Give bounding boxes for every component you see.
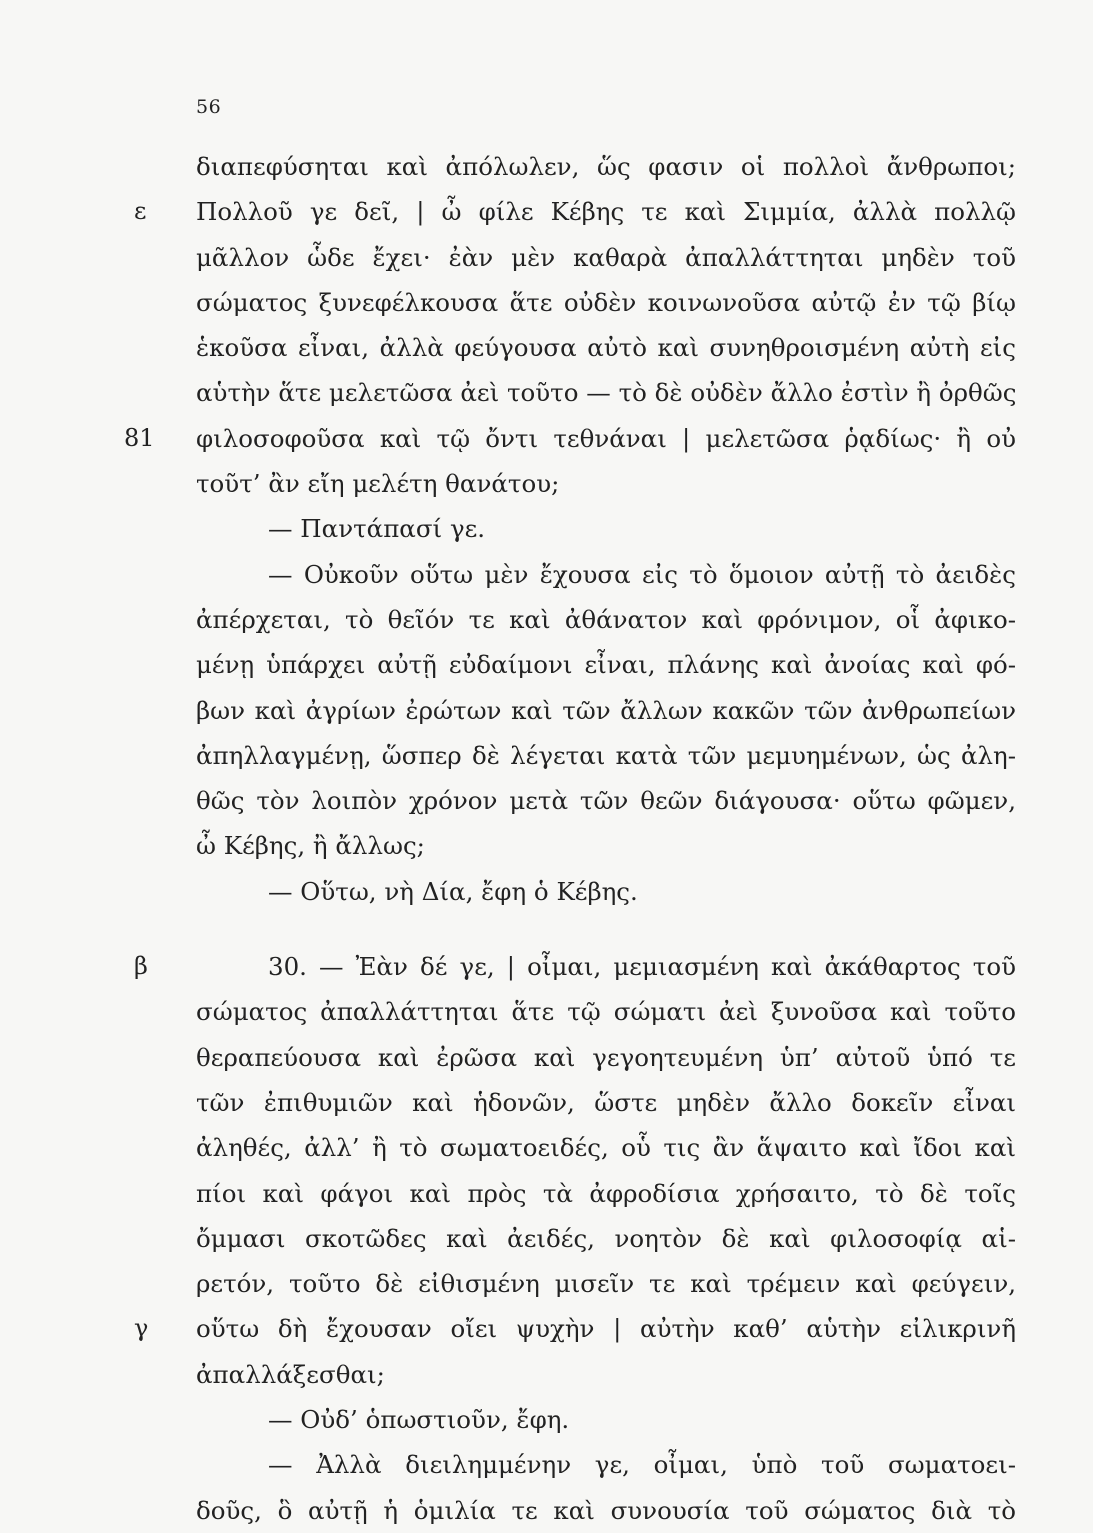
line-text: ρετόν, τοῦτο δὲ εἰθισμένη μισεῖν τε καὶ τρέμειν καὶ φεύγειν,	[196, 1269, 1016, 1299]
line-text: — Οὐδ’ ὁπωστιοῦν, ἔφη.	[268, 1405, 570, 1435]
line-text: θῶς τὸν λοιπὸν χρόνον μετὰ τῶν θεῶν διάγουσα· οὕτω φῶμεν,	[196, 786, 1016, 816]
text-line	[196, 642, 1016, 687]
text-line	[196, 280, 1016, 325]
text-line	[196, 235, 1016, 280]
margin-marker: β	[134, 952, 148, 981]
line-text: Πολλοῦ γε δεῖ, | ὦ φίλε Κέβης τε καὶ Σιμμία, ἀλλὰ πολλῷ	[196, 197, 1016, 227]
line-text: μᾶλλον ὧδε ἔχει· ἐὰν μὲν καθαρὰ ἀπαλλάττηται μηδὲν τοῦ	[196, 242, 1016, 272]
text-line	[196, 1080, 1016, 1125]
line-text: τοῦτ’ ἂν εἴη μελέτη θανάτου;	[196, 469, 560, 499]
text-line	[196, 1261, 1016, 1306]
text-line	[196, 778, 1016, 823]
line-text: βων καὶ ἀγρίων ἐρώτων καὶ τῶν ἄλλων κακῶν τῶν ἀνθρωπείων	[196, 695, 1016, 725]
line-text: — Οὕτω, νὴ Δία, ἔφη ὁ Κέβης.	[268, 876, 638, 906]
line-text: ἀληθές, ἀλλ’ ἢ τὸ σωματοειδές, οὗ τις ἂν ἅψαιτο καὶ ἴδοι καὶ	[196, 1133, 1016, 1163]
line-text: ὄμμασι σκοτῶδες καὶ ἀειδές, νοητὸν δὲ καὶ φιλοσοφίᾳ αἱ-	[196, 1223, 1016, 1253]
line-text: 30. — Ἐὰν δέ γε, | οἶμαι, μεμιασμένη καὶ ἀκάθαρτος τοῦ	[268, 952, 1016, 982]
text-line	[196, 1397, 1016, 1442]
text-line	[196, 1442, 1016, 1487]
margin-marker: γ	[134, 1314, 149, 1343]
greek-text-block	[124, 144, 1017, 1533]
text-line	[196, 989, 1016, 1034]
line-text: μένῃ ὑπάρχει αὐτῇ εὐδαίμονι εἶναι, πλάνης καὶ ἀνοίας καὶ φό-	[196, 650, 1016, 680]
line-text: ἀπηλλαγμένῃ, ὥσπερ δὲ λέγεται κατὰ τῶν μεμυημένων, ὡς ἀλη-	[196, 740, 1016, 770]
margin-marker: ε	[134, 197, 147, 226]
line-text: — Παντάπασί γε.	[268, 514, 486, 544]
margin-marker: 81	[124, 423, 155, 452]
line-text: οὕτω δὴ ἔχουσαν οἴει ψυχὴν | αὐτὴν καθ’ αὑτὴν εἰλικρινῆ	[196, 1314, 1016, 1344]
text-line	[196, 597, 1016, 642]
text-line	[196, 1352, 1016, 1397]
text-line	[196, 869, 1016, 914]
text-line	[196, 1216, 1016, 1261]
line-text: ἑκοῦσα εἶναι, ἀλλὰ φεύγουσα αὐτὸ καὶ συνηθροισμένη αὐτὴ εἰς	[196, 333, 1016, 363]
line-text: θεραπεύουσα καὶ ἐρῶσα καὶ γεγοητευμένη ὑπ’ αὐτοῦ ὑπό τε	[196, 1042, 1016, 1072]
line-text: — Ἀλλὰ διειλημμένην γε, οἶμαι, ὑπὸ τοῦ σωματοει-	[268, 1450, 1016, 1480]
text-line	[134, 1306, 1016, 1351]
text-line	[134, 944, 1016, 989]
line-text: πίοι καὶ φάγοι καὶ πρὸς τὰ ἀφροδίσια χρήσαιτο, τὸ δὲ τοῖς	[196, 1178, 1016, 1208]
text-line	[196, 1035, 1016, 1080]
line-text: ὦ Κέβης, ἢ ἄλλως;	[196, 831, 425, 861]
line-text: ἀπέρχεται, τὸ θεῖόν τε καὶ ἀθάνατον καὶ φρόνιμον, οἷ ἀφικο-	[196, 604, 1016, 634]
text-line	[196, 552, 1016, 597]
text-line	[134, 189, 1016, 234]
line-text: σώματος ἀπαλλάττηται ἅτε τῷ σώματι ἀεὶ ξυνοῦσα καὶ τοῦτο	[196, 997, 1016, 1027]
page-number: 56	[196, 96, 222, 118]
text-line	[196, 506, 1016, 551]
line-text: δοῦς, ὃ αὐτῇ ἡ ὁμιλία τε καὶ συνουσία τοῦ σώματος διὰ τὸ	[196, 1495, 1016, 1525]
line-text: σώματος ξυνεφέλκουσα ἅτε οὐδὲν κοινωνοῦσα αὐτῷ ἐν τῷ βίῳ	[196, 287, 1016, 317]
line-text: — Οὐκοῦν οὕτω μὲν ἔχουσα εἰς τὸ ὅμοιον αὐτῇ τὸ ἀειδὲς	[268, 559, 1016, 589]
line-text: ἀπαλλάξεσθαι;	[196, 1359, 385, 1389]
text-line	[196, 1488, 1016, 1533]
text-line	[196, 688, 1016, 733]
text-line	[196, 733, 1016, 778]
text-line	[124, 416, 1016, 461]
text-line	[196, 1171, 1016, 1216]
line-text: φιλοσοφοῦσα καὶ τῷ ὄντι τεθνάναι | μελετῶσα ῥᾳδίως· ἢ οὐ	[196, 423, 1016, 453]
line-text: τῶν ἐπιθυμιῶν καὶ ἡδονῶν, ὥστε μηδὲν ἄλλο δοκεῖν εἶναι	[196, 1087, 1016, 1117]
text-line	[196, 144, 1016, 189]
text-line	[196, 370, 1016, 415]
line-text: αὑτὴν ἅτε μελετῶσα ἀεὶ τοῦτο — τὸ δὲ οὐδὲν ἄλλο ἐστὶν ἢ ὀρθῶς	[196, 378, 1017, 408]
text-line	[196, 1125, 1016, 1170]
text-line	[196, 823, 1016, 868]
text-line	[196, 461, 1016, 506]
text-line	[196, 325, 1016, 370]
line-text: διαπεφύσηται καὶ ἀπόλωλεν, ὥς φασιν οἱ πολλοὶ ἄνθρωποι;	[196, 152, 1016, 181]
